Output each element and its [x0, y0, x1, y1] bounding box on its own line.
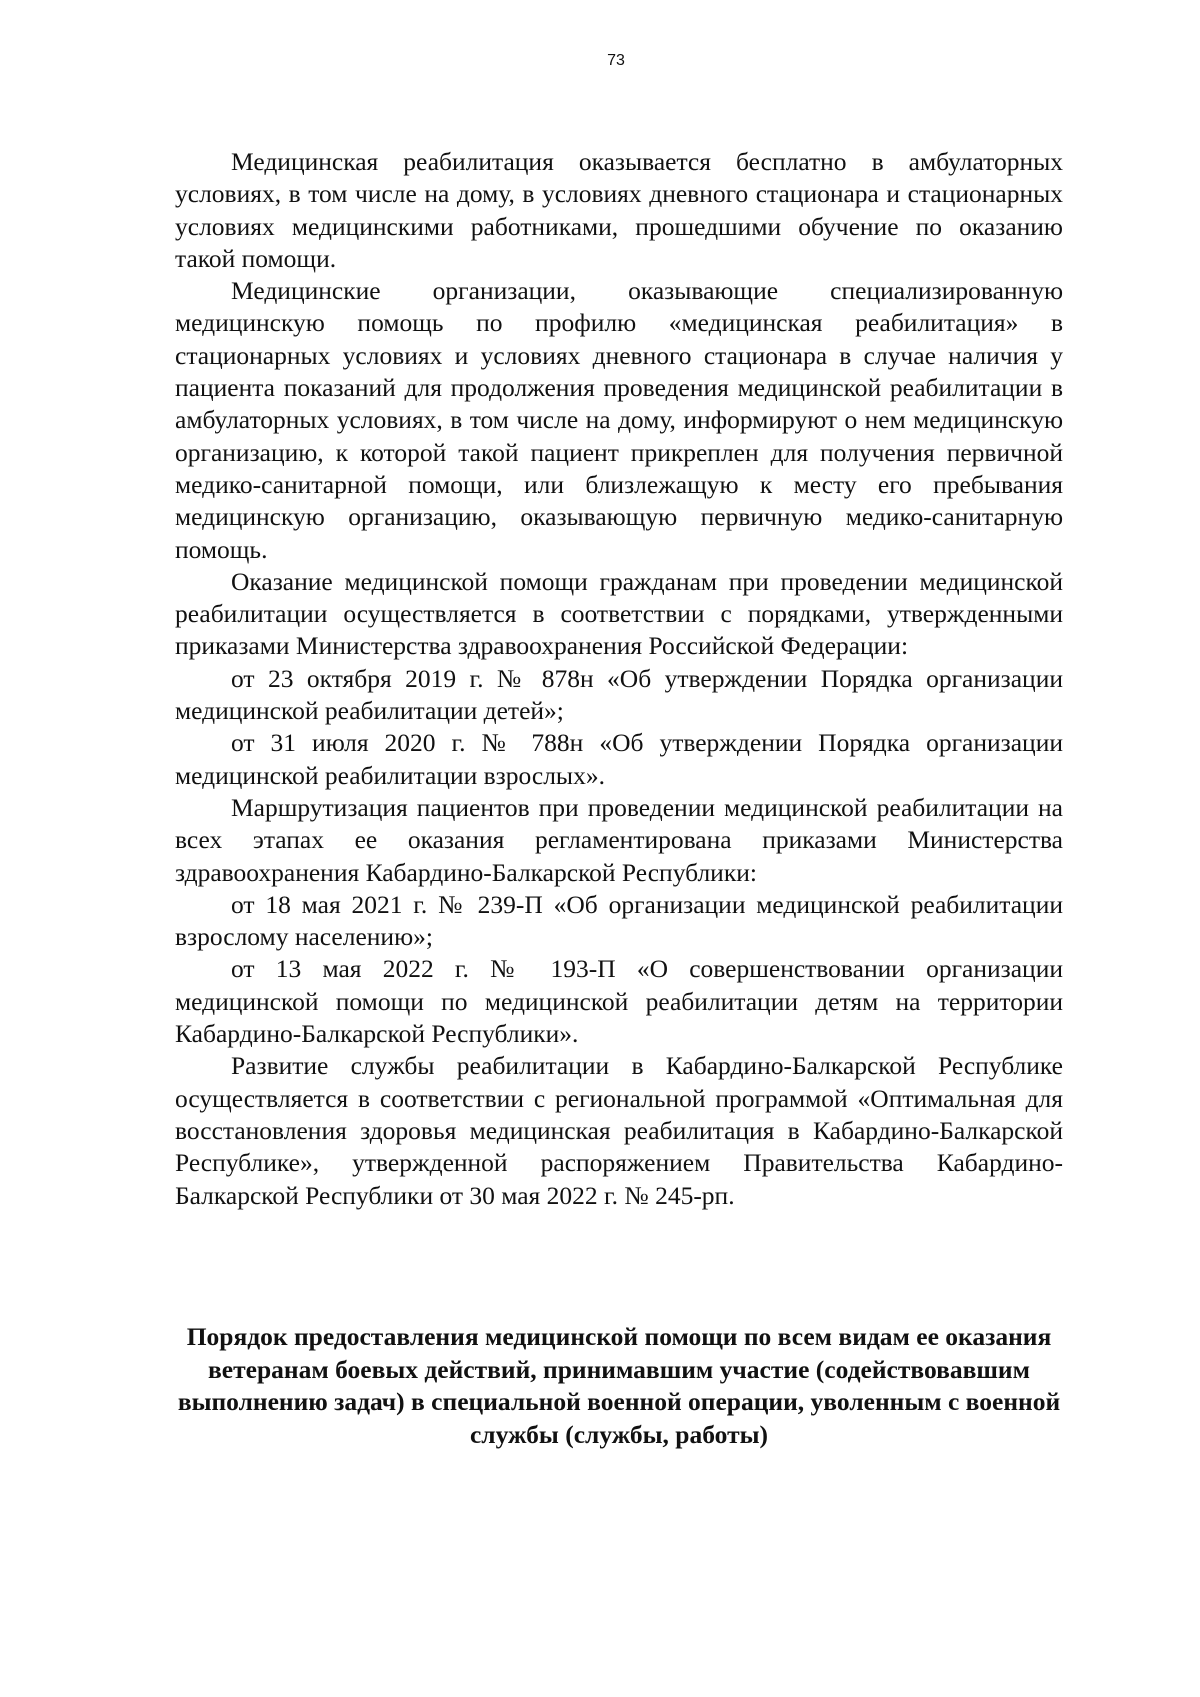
paragraph-routing: Маршрутизация пациентов при проведении медицинской реабилитации на всех этапах ее оказания регламентирована приказами Министерства здравоохранения Кабардино-Балкарской Республики: — [175, 792, 1063, 887]
paragraph-order-788n: от 31 июля 2020 г. № 788н «Об утверждении Порядка организации медицинской реабилитации взрослых». — [175, 728, 1063, 790]
paragraph-regional-program: Развитие службы реабилитации в Кабардино-Балкарской Республике осуществляется в соответствии с региональной программой «Оптимальная для восстановления здоровья медицинская реабилитация в Кабардино-Балкарской Республике», утвержденной распоряжением Правительства Кабардино-Балкарской Республики от 30 мая 2022 г. № 245-рп. — [175, 1051, 1063, 1210]
paragraph-rehab-free: Медицинская реабилитация оказывается бесплатно в амбулаторных условиях, в том числе на дому, в условиях дневного стационара и стационарных условиях медицинскими работниками, прошедшими обучение по оказанию такой помощи. — [175, 147, 1063, 273]
paragraph-orders-ministry: Оказание медицинской помощи гражданам при проведении медицинской реабилитации осуществляется в соответствии с порядками, утвержденными приказами Министерства здравоохранения Российской Федерации: — [175, 566, 1063, 661]
paragraph-order-193p: от 13 мая 2022 г. № 193-П «О совершенствовании организации медицинской помощи по медицинской реабилитации детям на территории Кабардино-Балкарской Республики». — [175, 954, 1063, 1049]
paragraph-organizations-inform: Медицинские организации, оказывающие специализированную медицинскую помощь по профилю «медицинская реабилитация» в стационарных условиях и условиях дневного стационара в случае наличия у пациента показаний для продолжения проведения медицинской реабилитации в амбулаторных условиях, в том числе на дому, информируют о нем медицинскую организацию, к которой такой пациент прикреплен для получения первичной медико-санитарной помощи, или близлежащую к месту его пребывания медицинскую организацию, оказывающую первичную медико-санитарную помощь. — [175, 276, 1063, 564]
paragraph-order-239p: от 18 мая 2021 г. № 239-П «Об организации медицинской реабилитации взрослому населению»; — [175, 889, 1063, 952]
section-heading: Порядок предоставления медицинской помощи по всем видам ее оказания ветеранам боевых действий, принимавшим участие (содействовавшим выполнению задач) в специальной военной операции, уволенным с военной службы (службы, работы) — [177, 1322, 1061, 1449]
paragraph-order-878n: от 23 октября 2019 г. № 878н «Об утверждении Порядка организации медицинской реабилитации детей»; — [175, 663, 1063, 726]
body-text — [175, 146, 1063, 1212]
page-number: 73 — [607, 52, 625, 69]
